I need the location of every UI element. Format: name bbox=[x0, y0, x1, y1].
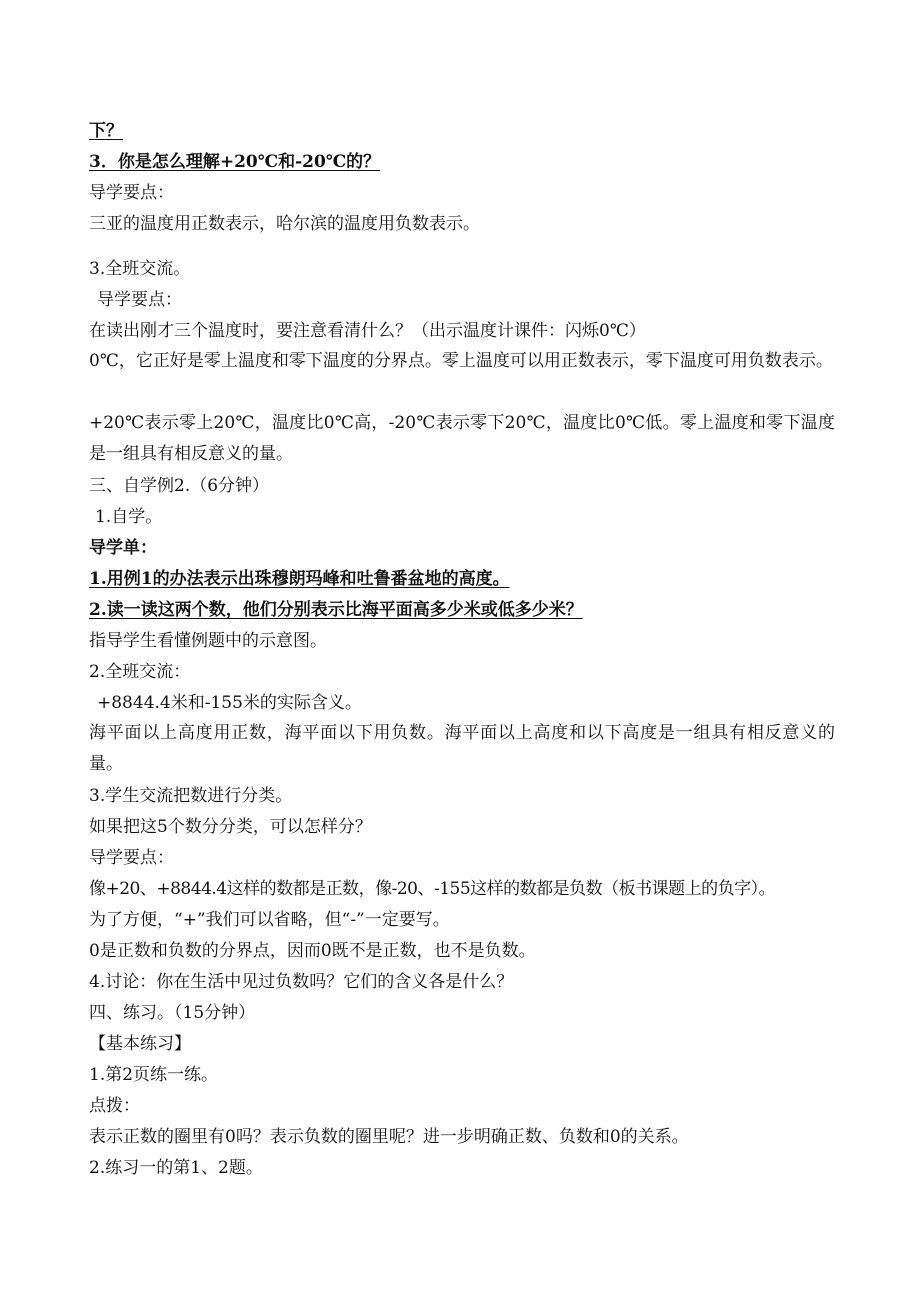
guide-label: 导学要点： bbox=[89, 848, 174, 868]
guide-label: 导学要点： bbox=[89, 183, 174, 203]
paragraph: 0℃，它正好是零上温度和零下温度的分界点。零上温度可以用正数表示，零下温度可用负数表示。 bbox=[89, 351, 833, 371]
paragraph: 海平面以上高度用正数，海平面以下用负数。海平面以上高度和以下高度是一组具有相反意义的量。 bbox=[89, 723, 835, 774]
text-line: 点拨： bbox=[89, 1096, 140, 1116]
text-line: 0是正数和负数的分界点，因而0既不是正数，也不是负数。 bbox=[89, 941, 536, 961]
paragraph: +20℃表示零上20℃，温度比0℃高，-20℃表示零下20℃，温度比0℃低。零上温度和零下温度是一组具有相反意义的量。 bbox=[89, 413, 835, 464]
section-heading: 四、练习。（15分钟） bbox=[89, 1003, 256, 1023]
guide-label: 导学要点： bbox=[97, 290, 182, 310]
text-line: 2.练习一的第1、2题。 bbox=[89, 1158, 263, 1178]
text-line: +8844.4米和-155米的实际含义。 bbox=[97, 693, 362, 713]
text-line: 像+20、+8844.4这样的数都是正数，像-20、-155这样的数都是负数（板书课题上的负字）。 bbox=[89, 879, 776, 899]
text-line: 如果把这5个数分分类，可以怎样分？ bbox=[89, 817, 372, 837]
step-heading: 1.自学。 bbox=[95, 507, 163, 527]
worksheet-item: 2.读一读这两个数，他们分别表示比海平面高多少米或低多少米？ bbox=[89, 600, 583, 620]
step-heading: 2.全班交流： bbox=[89, 662, 191, 682]
question-heading: 3．你是怎么理解+20℃和-20℃的？ bbox=[89, 152, 381, 172]
worksheet-heading: 导学单： bbox=[89, 538, 157, 558]
subsection-heading: 【基本练习】 bbox=[89, 1034, 191, 1054]
text-line: 4.讨论：你在生活中见过负数吗？它们的含义各是什么？ bbox=[89, 972, 514, 992]
step-heading: 3.学生交流把数进行分类。 bbox=[89, 786, 293, 806]
text-line: 为了方便，“+”我们可以省略，但“-”一定要写。 bbox=[89, 910, 450, 930]
text-line: 三亚的温度用正数表示，哈尔滨的温度用负数表示。 bbox=[89, 214, 480, 234]
text-line: 指导学生看懂例题中的示意图。 bbox=[89, 631, 327, 651]
text-line: 下？ bbox=[89, 121, 123, 141]
section-heading: 三、自学例2.（6分钟） bbox=[89, 476, 270, 496]
text-line: 1.第2页练一练。 bbox=[89, 1065, 219, 1085]
step-heading: 3.全班交流。 bbox=[89, 259, 191, 279]
text-line: 在读出刚才三个温度时，要注意看清什么？（出示温度计课件：闪烁0℃） bbox=[89, 321, 646, 341]
text-line: 表示正数的圈里有0吗？表示负数的圈里呢？进一步明确正数、负数和0的关系。 bbox=[89, 1127, 689, 1147]
worksheet-item: 1.用例1的办法表示出珠穆朗玛峰和吐鲁番盆地的高度。 bbox=[89, 569, 510, 589]
